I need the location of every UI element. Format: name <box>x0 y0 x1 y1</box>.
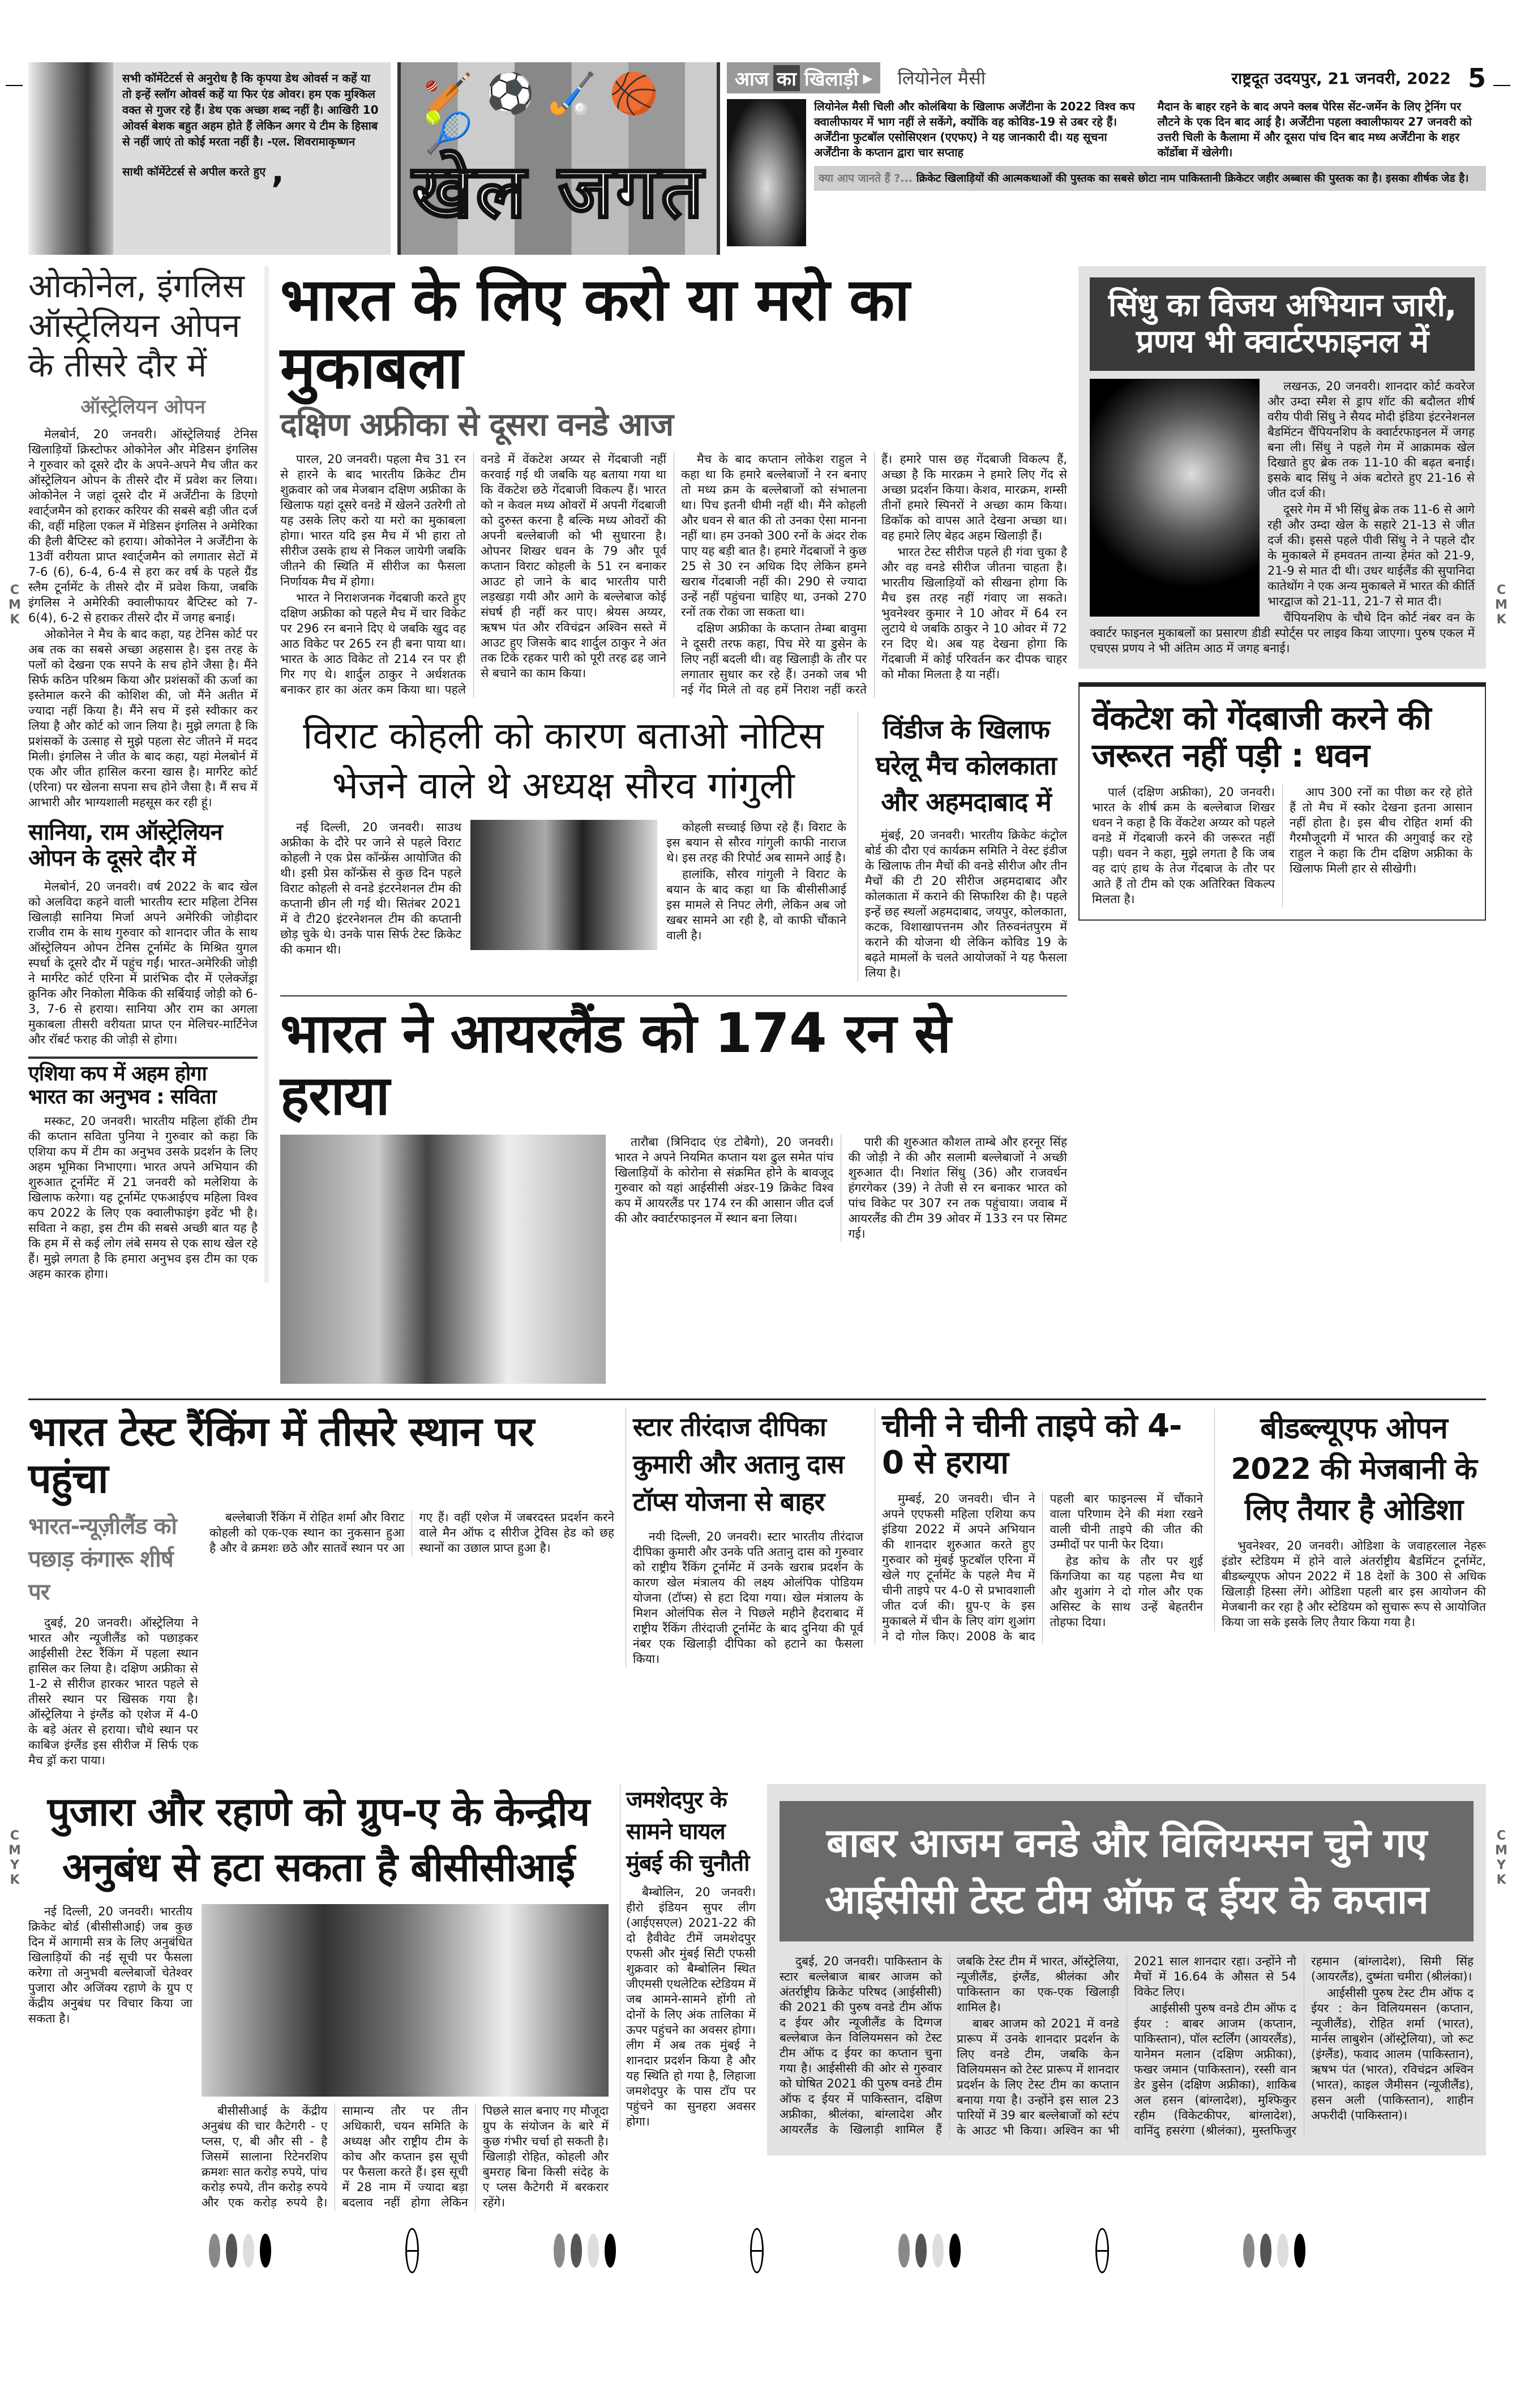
quote-caption: साथी कॉमेंटेटर्स से अपील करते हुए <box>122 164 266 178</box>
trim-mark <box>1493 85 1510 86</box>
test-ranking-body-1 <box>28 1615 198 1768</box>
ireland-body <box>615 1135 1067 1242</box>
pujara-rahane-photo <box>202 1904 609 2097</box>
test-ranking-content <box>28 1510 614 1769</box>
color-registration-label: C M K <box>1495 583 1508 627</box>
kohli-content <box>280 820 846 959</box>
paragraph: नयी दिल्ली, 20 जनवरी। स्टार भारतीय तीरंदाज दीपिका कुमारी और उनके पति अतानु दास को गुरुवार को राष्ट्रीय रैंकिंग टूर्नामेंट में उनके खराब प्रदर्शन के कारण खेल मंत्रालय की लक्ष्य ओलंपिक पोडियम योजना (टॉप्स) से हटा दिया गया। खेल मंत्रालय के मिशन ओलंपिक सेल ने पिछले महीने हैदराबाद में राष्ट्रीय रैंकिंग तीरंदाजी टूर्नामेंट के बाद दुनिया की पूर्व नंबर एक खिलाड़ी दीपिका को हटाने का फैसला किया। <box>633 1530 863 1666</box>
ireland-article <box>280 995 1067 1384</box>
ireland-content <box>280 1135 1067 1384</box>
china-headline: चीनी ने चीनी ताइपे को 4-0 से हराया <box>882 1408 1182 1481</box>
sania-headline: सानिया, राम ऑस्ट्रेलियन ओपन के दूसरे दौर में <box>28 819 222 871</box>
pujara-body-2 <box>202 2103 609 2211</box>
bwf-headline: बीडब्ल्यूएफ ओपन 2022 की मेजबानी के लिए तैयार है ओडिशा <box>1231 1412 1477 1528</box>
sindhu-headline: सिंधु का विजय अभियान जारी, प्रणय भी क्वार्टरफाइनल में <box>1090 277 1475 371</box>
kohli-body-col2 <box>666 820 846 944</box>
venkatesh-headline: वेंकटेश को गेंदबाजी करने की जरूरत नहीं पड़ी : धवन <box>1092 698 1431 775</box>
paragraph: लखनऊ, 20 जनवरी। शानदार कोर्ट कवरेज और उम्दा स्मैश से ड्राप शॉट की बदौलत शीर्ष वरीय पीवी सिंधु ने सैयद मोदी इंडिया इंटरनेशनल बैडमिंटन चैंपियनशिप के क्वार्टरफाइनल में जगह बना ली। सिंधु ने पहले गेम में आक्रामक खेल दिखाते हुए ब्रेक तक 11-10 की बढ़त बनाई। इसके बाद सिंधु ने अंक बटोरते हुए 21-16 से जीत दर्ज की। <box>1267 379 1475 500</box>
section-logo <box>397 62 720 255</box>
pujara-body-1 <box>28 1904 192 2028</box>
venkatesh-article <box>1078 682 1486 921</box>
paragraph: मैच के बाद कप्तान लोकेश राहुल ने कहा था कि हमारे बल्लेबाजों ने रन बनाए तो मध्य क्रम के बल्लेबाजों को संभालना था। पिच इतनी धीमी नहीं थी। मैंने कोहली और धवन से बात की तो उनका ऐसा मानना नहीं था। हम उनको 300 रनों के अंदर रोक पाए यह बड़ी बात है। हमारे गेंदबाजों ने कुछ 25 से 30 रन अधिक दिए लेकिन हमने खराब गेंदबाजी नहीं की। 290 से ज्यादा उन्हें नहीं पहुंचना चाहिए था, उनको 270 रनों तक रोका जा सकता था। <box>681 452 867 619</box>
paragraph: ओकोनेल ने मैच के बाद कहा, यह टेनिस कोर्ट पर अब तक का सबसे अच्छा अहसास है। इस तरह के पलों को देखना एक सपने के सच होने जैसा है। मैंने सिर्फ कठिन परिश्रम किया और प्रशंसकों की ऊर्जा का इस्तेमाल करने की कोशिश की, जो मैंने अतीत में ज्यादा नहीं किया है। मैंने सच में इसे स्वीकार कर लिया है और कोर्ट को जान लिया है। मुझे लगता है कि प्रशंसकों के उत्साह से मुझे पहला सेट जीतने में मदद मिली। इंगलिस ने जीत के बाद कहा, यहां मेलबोर्न में एक और जीत हासिल करना खास है। मार्गरेट कोर्ट (एरिना) पर खेलना सपना सच होने जैसा है। मैं सच में आभारी और भाग्यशाली महसूस कर रही हूं। <box>28 627 258 809</box>
deepika-article <box>626 1408 863 1668</box>
registration-mark-icon <box>750 2228 764 2273</box>
paragraph: हेड कोच के तौर पर शुई किंगजिया का यह पहला मैच था और शुआंग ने दो गोल और एक असिस्ट के साथ उन्हें बेहतरीन तोहफा दिया। <box>1050 1554 1203 1629</box>
venkatesh-body <box>1092 785 1472 907</box>
kohli-article <box>280 711 846 959</box>
quote-content <box>113 62 391 255</box>
kohli-body-col1 <box>280 820 461 959</box>
paragraph: भारत ने निराशजनक गेंदबाजी करते हुए दक्षिण अफ्रीका को पहले मैच में चार विकेट पर 296 रन बनाने दिए थे जबकि खुद वह आठ विकेट पर 265 रन ही बना पाया था। भारत के आठ विकेट तो 214 रन पर ही गिर गए थे। शार्दुल ठाकुर ने अर्धशतक बनाकर हार का अंतर कम किया था। पहले वनडे में वेंकटेश अय्यर से गेंदबाजी नहीं करवाई गई थी जबकि यह बताया गया था कि वेंकटेश छठे गेंदबाजी विकल्प हैं। भारत को न केवल मध्य ओवरों में अपनी गेंदबाजी को दुरुस्त करना है बल्कि मध्य ओवरों की अपनी बल्लेबाजी को भी सुधारना है। ओपनर शिखर धवन के 79 और पूर्व कप्तान विराट कोहली के 51 रन बनाकर आउट हो जाने के बाद भारतीय पारी लड़खड़ा गयी और आगे के बल्लेबाज कोई संघर्ष ही नहीं कर पाए। श्रेयस अय्यर, ऋषभ पंत और रविचंद्रन अश्विन सस्ते में आउट हुए जिसके बाद शार्दुल ठाकुर ने अंत तक टिके रहकर पारी को पूरी तरह ढह जाने से बचाने का काम किया। <box>280 452 666 696</box>
kohli-headline: विराट कोहली को कारण बताओ नोटिस भेजने वाले थे अध्यक्ष सौरव गांगुली <box>303 713 824 807</box>
quote-footer <box>122 151 382 191</box>
test-ranking-headline: भारत टेस्ट रैंकिंग में तीसरे स्थान पर पहुंचा <box>28 1408 534 1503</box>
jamshedpur-headline: जमशेदपुर के सामने घायल मुंबई की चुनौती <box>626 1786 750 1876</box>
paragraph: दक्षिण अफ्रीका के कप्तान तेम्बा बावुमा ने दूसरी तरफ कहा, पिच मेरे या डुसेन के लिए नहीं बदली थी। वह खिलाड़ी के तौर पर लगातार सुधार कर रहे हैं। उनको जब भी नई गेंद मिले तो वह हमें निराश नहीं करते हैं। हमारे पास छह गेंदबाजी विकल्प हैं, अच्छा है कि मारक्रम ने हमारे लिए गेंद से अच्छा प्रदर्शन किया। केशव, मारक्रम, शम्सी तीनों हमारे स्पिनरों ने अच्छा काम किया। डिकॉक को वापस आते देखना अच्छा था। वह हमारे लिए बेहद अहम खिलाड़ी हैं। <box>681 452 1067 696</box>
left-column <box>28 266 269 1283</box>
paragraph: बाबर आजम को 2021 में वनडे प्रारूप में उनके शानदार प्रदर्शन के लिए वनडे टीम, जबकि केन विलियमसन को टेस्ट प्रारूप में शानदार प्रदर्शन के लिए टेस्ट टीम का कप्तान बनाया गया है। उन्होंने इस साल 23 पारियों में 39 बार बल्लेबाजों को स्टंप के आउट भी किया। अश्विन का भी 2021 साल शानदार रहा। उन्होंने नौ मैचों में 16.64 के औसत से 54 विकेट लिए। <box>957 1954 1296 2137</box>
test-ranking-left <box>28 1510 198 1769</box>
paragraph: मस्कट, 20 जनवरी। भारतीय महिला हॉकी टीम की कप्तान सविता पुनिया ने गुरुवार को कहा कि एशिया कप में टीम का अनुभव उसके प्रदर्शन के लिए अहम भूमिका निभाएगा। भारत अपने अभियान की शुरुआत टूर्नामेंट में 21 जनवरी को मलेशिया के खिलाफ करेगा। यह टूर्नामेंट एफआईएच महिला विश्व कप 2022 के लिए एक क्वालीफाइंग इवेंट भी है। सविता ने कहा, इस टीम की सबसे अच्छी बात यह है कि हम में से कई लोग लंबे समय से एक साथ खेल रहे हैं। मुझे लगता है कि हमारा अनुभव इस टीम का एक अहम कारक होगा। <box>28 1114 258 1281</box>
cricket-match-photo <box>280 1135 606 1384</box>
player-text-cols <box>814 99 1486 160</box>
masthead <box>28 62 1486 255</box>
savita-body <box>28 1114 258 1282</box>
paragraph: कोहली सच्चाई छिपा रहे हैं। विराट के इस बयान से सौरव गांगुली काफी नाराज थे। इस तरह की रिपोर्ट अब सामने आई है। <box>666 820 846 865</box>
paragraph: दूसरे गेम में भी सिंधु ब्रेक तक 11-6 से आगे रही और उम्दा खेल के सहारे 21-13 से जीत दर्ज की। इससे पहले पीवी सिंधु ने ने पहले दौर के मुकाबले में हमवतन तान्या हेमंत को 21-9, 21-9 से मात दी थी। उधर थाईलैंड की सुपानिदा कातेथोंग ने एक अन्य मुकाबले में भारत की कीर्ति भारद्वाज को 21-11, 21-7 से मात दी। <box>1267 502 1475 608</box>
paragraph: पारल, 20 जनवरी। पहला मैच 31 रन से हारने के बाद भारतीय क्रिकेट टीम शुक्रवार को जब मेजबान दक्षिण अफ्रीका के खिलाफ यहां दूसरे वनडे में खेलने उतरेगी तो यह उसके लिए करो या मरो का मुकाबला होगा। भारत यदि इस मैच में भी हारा तो सीरीज उसके हाथ से निकल जायेगी जबकि जीतने की स्थिति में सीरीज का फैसला निर्णायक मैच में होगा। <box>280 452 466 588</box>
color-bar <box>1243 2234 1305 2268</box>
bwf-article <box>1214 1408 1486 1631</box>
ireland-headline: भारत ने आयरलैंड को 174 रन से हराया <box>280 1001 951 1127</box>
label-part: का <box>773 65 800 91</box>
arrow-icon: ▸ <box>863 66 873 89</box>
test-ranking-article <box>28 1408 614 1769</box>
player-text-col1: लियोनेल मैसी चिली और कोलंबिया के खिलाफ अर्जेंटीना के 2022 विश्व कप क्वालीफायर में भाग नहीं ले सकेंगे, क्योंकि वह कोविड-19 से उबर रहे हैं। अर्जेंटीना फुटबॉल एसोसिएशन (एएफए) ने यह जानकारी दी। यह सूचना अर्जेंटीना के कप्तान द्वारा चार सप्ताह <box>814 100 1135 159</box>
did-you-know-text: क्रिकेट खिलाड़ियों की आत्मकथाओं की पुस्तक का सबसे छोटा नाम पाकिस्तानी क्रिकेटर जहीर अब्बास की पुस्तक का है। इसका शीर्षक जेड है। <box>916 172 1469 185</box>
player-of-the-day <box>727 62 1486 255</box>
trim-mark <box>6 85 23 86</box>
deepika-headline: स्टार तीरंदाज दीपिका कुमारी और अतानु दास टॉप्स योजना से बाहर <box>633 1412 844 1517</box>
color-registration-label: C M Y K <box>1495 1829 1508 1887</box>
color-registration-label: C M K <box>8 583 21 627</box>
babar-body <box>780 1954 1474 2138</box>
did-you-know-label: क्या आप जानते हैं ?... <box>819 172 913 185</box>
china-article <box>875 1408 1203 1644</box>
pujara-article <box>28 1784 609 2211</box>
savita-article <box>28 1057 258 1283</box>
okonel-kicker: ऑस्ट्रेलियन ओपन <box>80 396 205 418</box>
paragraph: भारत टेस्ट सीरीज पहले ही गंवा चुका है और वह वनडे सीरीज जीतना चाहता है। भारतीय खिलाड़ियों को सीखना होगा कि मैच इस तरह नहीं गंवाए जा सकते। भुवनेश्वर कुमार ने 10 ओवर में 64 रन लुटाये थे जबकि ठाकुर ने 10 ओवर में 72 रन दिए थे। अब यह देखना होगा कि गेंदबाजी में कोई परिवर्तन कर दीपक चाहर को मौका मिलता है या नहीं। <box>881 545 1067 681</box>
page-number: 5 <box>1467 62 1486 93</box>
jamshedpur-body <box>626 1885 756 2129</box>
section-title: खेल जगत <box>412 148 706 234</box>
babar-headline: बाबर आजम वनडे और विलियम्सन चुने गए आईसीसी टेस्ट टीम ऑफ द ईयर के कप्तान <box>780 1801 1474 1941</box>
player-of-day-content <box>727 99 1486 246</box>
paragraph: दुबई, 20 जनवरी। पाकिस्तान के स्टार बल्लेबाज बाबर आजम को अंतर्राष्ट्रीय क्रिकेट परिषद (आईसीसी) की 2021 की पुरुष वनडे टीम ऑफ द ईयर और न्यूजीलैंड के दिग्गज बल्लेबाज केन विलियमसन को टेस्ट टीम ऑफ द ईयर का कप्तान चुना गया है। आईसीसी की ओर से गुरुवार को घोषित 2021 की पुरुष वनडे टीम ऑफ द ईयर में पाकिस्तान, दक्षिण अफ्रीका, श्रीलंका, बांग्लादेश और आयरलैंड के खिलाड़ी शामिल हैं जबकि टेस्ट टीम में भारत, ऑस्ट्रेलिया, न्यूजीलैंड, इंग्लैंड, श्रीलंका और पाकिस्तान का एक-एक खिलाड़ी शामिल है। <box>780 1954 1119 2136</box>
top-section <box>28 266 1486 1384</box>
color-bar <box>209 2234 271 2268</box>
dateline: राष्ट्रदूत उदयपुर, 21 जनवरी, 2022 <box>1231 69 1451 88</box>
print-registration-footer <box>28 2228 1486 2273</box>
paragraph: मुम्बई, 20 जनवरी। चीन ने अपने एएफसी महिला एशिया कप इंडिया 2022 में अपने अभियान की शानदार शुरुआत करते हुए गुरुवार को मुंबई फुटबॉल एरिना में खेले गए टूर्नामेंट के पहले मैच में चीनी ताइपे पर 4-0 से प्रभावशाली जीत दर्ज की। ग्रुप-ए के इस मुकाबले में चीन के लिए वांग शुआंग ने दो गोल किए। 2008 के बाद पहली बार फाइनल्स में चौंकाने वाला परिणाम देने की मंशा रखने वाली चीनी ताइपे की जीत की उम्मीदों पर पानी फेर दिया। <box>882 1492 1203 1644</box>
player-text-area <box>814 99 1486 246</box>
sports-equipment-icon: 🏏 ⚽ 🏑 🏀 🎾 <box>423 70 659 156</box>
windies-article <box>858 711 1067 982</box>
label-part: खिलाड़ी <box>804 67 859 91</box>
badminton-photo <box>1090 379 1260 617</box>
test-ranking-subhead: भारत-न्यूज़ीलैंड को पछाड़ कंगारू शीर्ष पर <box>28 1513 177 1605</box>
bottom-section <box>28 1784 1486 2211</box>
deepika-body <box>633 1529 863 1667</box>
paragraph: दुबई, 20 जनवरी। ऑस्ट्रेलिया ने भारत और न्यूजीलैंड को पछाड़कर आईसीसी टेस्ट रैंकिंग में पहला स्थान हासिल कर लिया है। दक्षिण अफ्रीका से 1-2 से सीरीज हारकर भारत पहले से तीसरे स्थान पर खिसक गया है। ऑस्ट्रेलिया ने इंग्लैंड को एशेज में 4-0 के बड़े अंतर से हराया। चौथे स्थान पर काबिज इंग्लैंड इस सीरीज में सिर्फ एक मैच ड्रॉ करा पाया। <box>28 1615 198 1767</box>
paragraph: भुवनेश्वर, 20 जनवरी। ओडिशा के जवाहरलाल नेहरू इंडोर स्टेडियम में होने वाले अंतर्राष्ट्रीय बैडमिंटन टूर्नामेंट, बीडब्ल्यूएफ ओपन 2022 में 18 देशों के 300 से अधिक खिलाड़ी हिस्सा लेंगे। ओडिशा पहली बार इस आयोजन की मेजबानी कर रहा है और स्टेडियम को सुचारू रूप से आयोजित किया जा सके इसके लिए तैयार किया गया है। <box>1222 1539 1486 1629</box>
savita-headline-2: भारत का अनुभव : सविता <box>28 1085 216 1109</box>
sa-odi-body <box>280 452 1067 698</box>
quote-mark-icon: , <box>271 151 284 191</box>
messi-photo <box>727 99 806 246</box>
center-column <box>280 266 1067 1384</box>
player-name: लियोनेल मैसी <box>897 67 986 89</box>
commentator-photo <box>28 62 113 255</box>
paragraph: आईसीसी पुरुष टेस्ट टीम ऑफ द ईयर : केन विलियमसन (कप्तान, न्यूजीलैंड), रोहित शर्मा (भारत), मार्नस लाबुशेन (ऑस्ट्रेलिया), जो रूट (इंग्लैंड), फवाद आलम (पाकिस्तान), ऋषभ पंत (भारत), रविचंद्रन अश्विन (भारत), काइल जैमीसन (न्यूजीलैंड), हसन अली (पाकिस्तान), शाहीन अफरीदी (पाकिस्तान)। <box>1311 1986 1474 2122</box>
right-column <box>1078 266 1486 921</box>
paragraph: नई दिल्ली, 20 जनवरी। साउथ अफ्रीका के दौरे पर जाने से पहले विराट कोहली ने एक प्रेस कॉन्फ्रेंस आयोजित की थी। इसी प्रेस कॉन्फ्रेंस से कुछ दिन पहले विराट कोहली से वनडे इंटरनेशनल टीम की कप्तानी छीन ली गई थी। सितंबर 2021 में वे टी20 इंटरनेशनल टीम की कप्तानी छोड़ चुके थे। उनके पास सिर्फ टेस्ट क्रिकेट की कमान थी। <box>280 820 461 956</box>
sindhu-article <box>1078 266 1486 669</box>
babar-article <box>767 1784 1486 2155</box>
paragraph: आप 300 रनों का पीछा कर रहे होते हैं तो मैच में स्कोर देखना इतना आसान नहीं होता है। इस बीच रोहित शर्मा की गैरमौजूदगी में भारत की अगुवाई कर रहे राहुल ने कहा कि टीम दक्षिण अफ्रीका के खिलाफ मिली हार से सीखेगी। <box>1290 785 1472 876</box>
paragraph: बल्लेबाजी रैंकिंग में रोहित शर्मा और विराट कोहली को एक-एक स्थान का नुकसान हुआ है और वे क्रमशः छठे और सातवें स्थान पर आ गए हैं। वहीं एशेज में जबरदस्त प्रदर्शन करने वाले मैन ऑफ द सीरीज ट्रेविस हेड को छह स्थानों का उछाल प्राप्त हुआ है। <box>209 1510 614 1555</box>
color-bar <box>554 2234 616 2268</box>
windies-headline: विंडीज के खिलाफ घरेलू मैच कोलकाता और अहमदाबाद में <box>876 713 1056 817</box>
did-you-know-box <box>814 166 1486 191</box>
windies-body <box>865 828 1067 981</box>
sa-odi-headline: भारत के लिए करो या मरो का मुकाबला <box>280 265 910 402</box>
quote-text: सभी कॉमेंटेटर्स से अनुरोध है कि कृपया डेथ ओवर्स न कहें या तो इन्हें स्लॉग ओवर्स कहें या फिर एंड ओवर। हम एक मुश्किल वक्त से गुजर रहे हैं। डेथ एक अच्छा शब्द नहीं है। आखिरी 10 ओवर्स बेशक बहुत अहम होते हैं लेकिन अगर ये टीम के हिसाब से नहीं जाएं तो कोई मरता नहीं है। -एल. शिवरामाकृष्णन <box>122 71 379 148</box>
paragraph: हालांकि, सौरव गांगुली ने विराट के बयान के बाद कहा था कि बीसीसीआई इस मामले से निपट लेगी, लेकिन अब जो खबर सामने आ रही है, वो काफी चौंकाने वाली है। <box>666 867 846 942</box>
okonel-body <box>28 427 258 811</box>
paragraph: पारी की शुरुआत कौशल ताम्बे और हरनूर सिंह की जोड़ी ने की और सलामी बल्लेबाजों ने अच्छी शुरुआत दी। निशांत सिंधु (36) और राजवर्धन हंगरगेकर (39) ने तेजी से रन बनाकर भारत को पांच विकेट पर 307 रन तक पहुंचाया। जवाब में आयरलैंड की टीम 39 ओवर में 133 रन पर सिमट गई। <box>848 1135 1067 1241</box>
sa-odi-article <box>280 266 1067 698</box>
paragraph: तारौबा (त्रिनिदाद एंड टोबैगो), 20 जनवरी। भारत ने अपने नियमित कप्तान यश ढुल समेत पांच खिलाड़ियों के कोरोना से संक्रमित होने के बावजूद गुरुवार को यहां आईसीसी अंडर-19 क्रिकेट विश्व कप में आयरलैंड पर 174 रन की आसान जीत दर्ज की और क्वार्टरफाइनल में स्थान बना लिया। <box>615 1135 834 1226</box>
player-text-col2: मैदान के बाहर रहने के बाद अपने क्लब पेरिस सेंट-जर्मेन के लिए ट्रेनिंग पर लौटने के एक दिन बाद आई है। अर्जेंटीना पहला क्वालीफायर 27 जनवरी को उत्तरी चिली के कैलामा में और दूसरा पांच दिन बाद मध्य अर्जेंटीना के शहर कॉर्डोबा में खेलेगी। <box>1157 100 1472 159</box>
sania-body <box>28 879 258 1049</box>
quote-box <box>28 62 391 255</box>
jamshedpur-article <box>620 1784 756 2131</box>
china-body <box>882 1491 1203 1644</box>
registration-mark-icon <box>1095 2228 1109 2273</box>
bwf-body <box>1222 1538 1486 1630</box>
paragraph: बैम्बोलिन, 20 जनवरी। हीरो इंडियन सुपर लीग (आईएसएल) 2021-22 की दो हैवीवेट टीमें जमशेदपुर एफसी और मुंबई सिटी एफसी शुक्रवार को बैम्बोलिन स्थित जीएमसी एथलेटिक स्टेडियम में जब आमने-सामने होंगी तो दोनों के लिए अंक तालिका में ऊपर पहुंचने का अवसर होगा। लीग में अब तक मुंबई ने शानदार प्रदर्शन किया है और यह स्थिति हो गया है, लिहाजा जमशेदपुर के पास टॉप पर पहुंचने का सुनहरा अवसर होगा। <box>626 1885 756 2128</box>
okonel-headline: ओकोनेल, इंगलिस ऑस्ट्रेलियन ओपन के तीसरे दौर में <box>28 267 245 384</box>
player-of-day-label <box>727 62 880 93</box>
color-registration-label: C M Y K <box>8 1829 21 1887</box>
paragraph: नई दिल्ली, 20 जनवरी। भारतीय क्रिकेट बोर्ड (बीसीसीआई) जब कुछ दिन में आगामी सत्र के लिए अनुबंधित खिलाड़ियों की नई सूची पर फैसला करेगा तो अनुभवी बल्लेबाजों चेतेश्वर पुजारा और अजिंक्य रहाणे के ग्रुप ए केंद्रीय अनुबंध पर विचार किया जा सकता है। <box>28 1904 192 2025</box>
paragraph: मेलबोर्न, 20 जनवरी। वर्ष 2022 के बाद खेल को अलविदा कहने वाली भारतीय स्टार महिला टेनिस खिलाड़ी सानिया मिर्जा अपने अमेरिकी जोड़ीदार राजीव राम के साथ गुरुवार को शानदार जीत के साथ ऑस्ट्रेलियन ओपन टेनिस टूर्नामेंट के मिश्रित युगल स्पर्धा के दूसरे दौर में पहुंच गईं। भारत-अमेरिकी जोड़ी ने मार्गरेट कोर्ट एरिना में प्रारंभिक दौर में एलेक्जेंड्रा क्रुनिक और निकोला मैकिक की सर्बियाई जोड़ी को 6-3, 7-6 से हराया। सानिया और राम का अगला मुकाबला तीसरी वरीयता प्राप्त एन मेलिचर-मार्टिनेज और रॉबर्ट फराह की जोड़ी से होगा। <box>28 880 258 1046</box>
pujara-right <box>202 1904 609 2211</box>
pujara-headline: पुजारा और रहाणे को ग्रुप-ए के केन्द्रीय अनुबंध से हटा सकता है बीसीसीआई <box>47 1788 590 1891</box>
kohli-windies-row <box>280 711 1067 982</box>
pujara-content <box>28 1904 609 2211</box>
middle-section <box>28 1398 1486 1769</box>
paragraph: पार्ल (दक्षिण अफ्रीका), 20 जनवरी। भारत के शीर्ष क्रम के बल्लेबाज शिखर धवन ने कहा है कि वेंकटेश अय्यर को पहले वनडे में गेंदबाजी करने की जरूरत नहीं पड़ी। धवन ने कहा, मुझे लगता है कि जब वह दाएं हाथ के तेज गेंदबाज के तौर पर आते हैं तो टीम को एक अतिरिक्त विकल्प मिलता है। <box>1092 785 1275 906</box>
sa-odi-subhead: दक्षिण अफ्रीका से दूसरा वनडे आज <box>280 407 674 444</box>
label-part: आज <box>735 67 769 91</box>
registration-mark-icon <box>405 2228 419 2273</box>
color-bar <box>898 2234 961 2268</box>
paragraph: मेलबोर्न, 20 जनवरी। ऑस्ट्रेलियाई टेनिस खिलाड़ियों क्रिस्टोफर ओकोनेल और मेडिसन इंगलिस ने गुरुवार को दूसरे दौर के अपने-अपने मैच जीत कर ऑस्ट्रेलियन ओपन के तीसरे दौर में प्रवेश कर लिया। ओकोनेल ने जहां दूसरे दौर में अर्जेंटीना के डिएगो श्वार्ट्जमैन को हराकर करियर की सबसे बड़ी जीत दर्ज की, वहीं महिला एकल में मेडिसन इंगलिस ने अमेरिका की हैली बैप्टिस्ट को हराया। ओकोनेल ने अर्जेंटीना के 13वीं वरीयता प्राप्त श्वार्ट्जमैन को लगातार सेटों में 7-6 (6), 6-4, 6-4 से हरा कर वर्ष के पहले ग्रैंड स्लैम टूर्नामेंट के तीसरे दौर में प्रवेश किया, जबकि इंगलिस ने अमेरिकी क्वालीफायर बैप्टिस्ट को 7-6(4), 6-2 से हराकर तीसरे दौर में जगह बनाई। <box>28 427 258 625</box>
paragraph: आईसीसी पुरुष वनडे टीम ऑफ द ईयर : बाबर आजम (कप्तान, पाकिस्तान), पॉल स्टर्लिंग (आयरलैंड), यानेमन मलान (दक्षिण अफ्रीका), फखर जमान (पाकिस्तान), रस्सी वान डेर डुसेन (दक्षिण अफ्रीका), शाकिब अल हसन (बांग्लादेश), मुश्फिकुर रहीम (विकेटकीपर, बांग्लादेश), वानिंदु हसरंगा (श्रीलंका), मुस्तफिजुर रहमान (बांग्लादेश), सिमी सिंह (आयरलैंड), दुष्मंता चमीरा (श्रीलंका)। <box>1134 1954 1474 2137</box>
test-ranking-body-2 <box>209 1510 614 1556</box>
paragraph: चैंपियनशिप के चौथे दिन कोर्ट नंबर वन के क्वार्टर फाइनल मुकाबलों का प्रसारण डीडी स्पोर्ट्स पर लाइव किया जाएगा। पुरुष एकल में एचएस प्रणय ने भी अंतिम आठ में जगह बनाई। <box>1090 610 1475 655</box>
paragraph: बीसीसीआई के केंद्रीय अनुबंध की चार कैटेगरी - ए प्लस, ए, बी और सी - है जिसमें सालाना रिटेनरशिप क्रमशः सात करोड़ रुपये, पांच करोड़ रुपये, तीन करोड़ रुपये और एक करोड़ रुपये है। सामान्य तौर पर तीन अधिकारी, चयन समिति के अध्यक्ष और राष्ट्रीय टीम के कोच और कप्तान इस सूची पर फैसला करते हैं। इस सूची में 28 नाम में ज्यादा बड़ा बदलाव नहीं होगा लेकिन पिछले साल बनाए गए मौजूदा ग्रुप के संयोजन के बारे में कुछ गंभीर चर्चा हो सकती है। खिलाड़ी रोहित, कोहली और बुमराह बिना किसी संदेह के ए प्लस कैटेगरी में बरकरार रहेंगे। <box>202 2103 609 2209</box>
savita-headline-1: एशिया कप में अहम होगा <box>28 1062 207 1085</box>
paragraph: मुंबई, 20 जनवरी। भारतीय क्रिकेट कंट्रोल बोर्ड की दौरा एवं कार्यक्रम समिति ने वेस्ट इंडीज के खिलाफ तीन मैचों की वनडे सीरीज और तीन मैचों की टी 20 सीरीज अहमदाबाद और कोलकाता में कराने की सिफारिश की है। पहले इन्हें छह स्थलों अहमदाबाद, जयपुर, कोलकाता, कटक, विशाखापत्तनम और तिरुवनंतपुरम में कराने की योजना थी लेकिन कोविड 19 के बढ़ते मामलों के चलते आयोजकों ने यह फैसला लिया है। <box>865 828 1067 980</box>
player-of-day-header <box>727 62 1486 93</box>
kohli-ganguly-photo <box>470 820 657 950</box>
